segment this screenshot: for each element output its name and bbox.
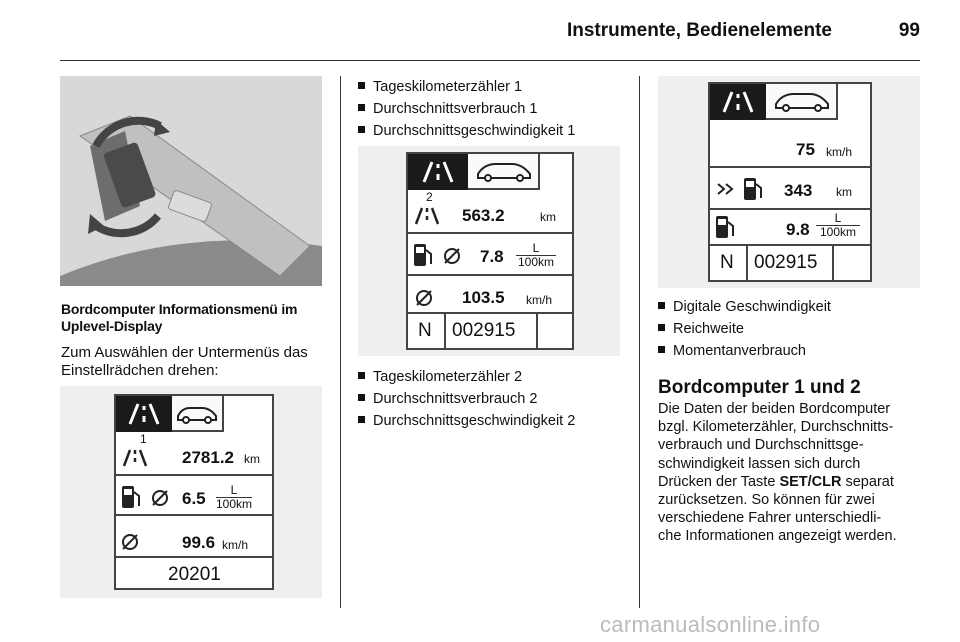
car-icon xyxy=(172,396,222,430)
display-digital xyxy=(658,76,920,288)
body-line: verschiedene Fahrer unterschiedli- xyxy=(658,510,882,527)
list-item-label: Durchschnittsverbrauch 1 xyxy=(373,101,538,117)
row-divider xyxy=(116,556,272,558)
list-item-label: Tageskilometerzähler 1 xyxy=(373,79,523,95)
list-item-label: Momentanverbrauch xyxy=(673,343,806,359)
body-line: verbrauch und Durchschnittsge- xyxy=(658,437,864,454)
section-body xyxy=(658,400,928,546)
road-icon xyxy=(116,396,172,432)
list-item-label: Durchschnittsgeschwindigkeit 1 xyxy=(373,123,576,139)
display-frame xyxy=(114,394,274,590)
odometer-unit: km xyxy=(540,210,556,224)
stalk-photo xyxy=(60,76,322,286)
road-tab xyxy=(116,396,172,432)
body-line xyxy=(658,473,928,491)
list-item xyxy=(658,318,831,340)
menu-caption: Bordcomputer Informationsmenü im Uplevel-Display xyxy=(61,301,298,334)
row-divider xyxy=(408,274,572,276)
column-divider-right xyxy=(639,76,640,608)
unit-numerator: L xyxy=(532,241,540,255)
list-item xyxy=(658,340,831,362)
speed-value: 99.6 xyxy=(182,533,216,552)
trip-index: 2 xyxy=(426,190,433,204)
speed-value: 75 xyxy=(796,140,815,159)
row-divider xyxy=(408,312,572,314)
row-divider xyxy=(116,514,272,516)
speed-value: 103.5 xyxy=(462,288,505,307)
list-item-label: Durchschnittsverbrauch 2 xyxy=(373,391,538,407)
road-tab xyxy=(408,154,468,190)
display-frame xyxy=(406,152,574,350)
list-item xyxy=(358,120,575,142)
body-text: separat xyxy=(841,473,894,490)
list-item xyxy=(658,296,831,318)
row-divider xyxy=(710,244,870,246)
odometer-value: 2781.2 xyxy=(182,448,234,467)
range-unit: km xyxy=(836,185,852,199)
list-item-label: Tageskilometerzähler 2 xyxy=(373,369,523,385)
intro-paragraph: Zum Auswählen der Untermenüs das Einstellrädchen drehen: xyxy=(61,344,308,379)
total-odometer: 20201 xyxy=(168,564,221,585)
column-divider-left xyxy=(340,76,341,608)
list-item xyxy=(358,366,575,388)
car-icon xyxy=(468,154,538,188)
display-frame xyxy=(708,82,872,282)
car-icon xyxy=(766,84,836,118)
fuel-pump-icon xyxy=(412,242,434,268)
list-item-label: Durchschnittsgeschwindigkeit 2 xyxy=(373,413,576,429)
bullet-icon xyxy=(358,416,365,423)
car-tab xyxy=(468,154,540,190)
row-divider xyxy=(710,208,870,210)
display-trip2 xyxy=(358,146,620,356)
consumption-unit xyxy=(216,484,252,511)
unit-numerator: L xyxy=(834,211,842,225)
page-title: Instrumente, Bedienelemente xyxy=(566,20,832,41)
unit-denominator: 100km xyxy=(517,255,555,269)
bullet-icon xyxy=(358,82,365,89)
cell-divider xyxy=(832,244,834,282)
bullet-icon xyxy=(658,346,665,353)
body-line: zurücksetzen. So können für zwei xyxy=(658,492,875,509)
unit-denominator: 100km xyxy=(816,225,860,239)
cell-divider xyxy=(746,244,748,282)
consumption-value: 7.8 xyxy=(480,247,504,266)
total-odometer: 002915 xyxy=(754,252,818,273)
bullet-icon xyxy=(358,126,365,133)
road-icon xyxy=(408,154,468,190)
bullet-icon xyxy=(358,104,365,111)
road-icon xyxy=(710,84,766,120)
unit-numerator: L xyxy=(230,483,238,497)
cell-divider xyxy=(536,312,538,348)
fuel-pump-icon xyxy=(120,484,142,510)
bullet-icon xyxy=(658,302,665,309)
list-item xyxy=(358,388,575,410)
bullet-list-trip2 xyxy=(358,366,575,432)
total-odometer: 002915 xyxy=(452,320,516,341)
bullet-icon xyxy=(358,372,365,379)
fuel-pump-icon xyxy=(714,214,736,240)
body-line: bzgl. Kilometerzähler, Durchschnitts- xyxy=(658,419,894,436)
page-number: 99 xyxy=(898,20,920,41)
average-icon xyxy=(442,246,462,266)
consumption-value: 9.8 xyxy=(786,220,810,239)
bullet-list-digital xyxy=(658,296,831,362)
cell-divider xyxy=(444,312,446,348)
key-label: SET/CLR xyxy=(779,473,842,490)
gear-indicator: N xyxy=(418,320,432,341)
row-divider xyxy=(408,232,572,234)
body-line: che Informationen angezeigt werden. xyxy=(658,528,897,545)
page-header xyxy=(60,0,920,58)
consumption-unit xyxy=(816,212,860,239)
list-item xyxy=(358,410,575,432)
range-value: 343 xyxy=(784,181,813,200)
bullet-icon xyxy=(658,324,665,331)
gear-indicator: N xyxy=(720,252,734,273)
odometer-value: 563.2 xyxy=(462,206,505,225)
list-item xyxy=(358,76,575,98)
speed-unit: km/h xyxy=(222,538,249,552)
bullet-list-trip1 xyxy=(358,76,575,142)
average-icon xyxy=(414,288,434,308)
fuel-pump-icon xyxy=(742,176,764,202)
section-heading: Bordcomputer 1 und 2 xyxy=(658,377,861,398)
watermark: carmanualsonline.info xyxy=(600,612,821,637)
body-text: Drücken der Taste xyxy=(658,473,780,490)
body-line: Die Daten der beiden Bordcomputer xyxy=(658,401,891,417)
odometer-unit: km xyxy=(244,452,260,466)
road-tab xyxy=(710,84,766,120)
consumption-value: 6.5 xyxy=(182,489,206,508)
display-trip1 xyxy=(60,386,322,598)
average-icon xyxy=(120,532,140,552)
road-icon xyxy=(412,204,442,226)
road-icon xyxy=(120,446,150,468)
speed-unit: km/h xyxy=(826,145,853,159)
list-item xyxy=(358,98,575,120)
unit-denominator: 100km xyxy=(216,497,253,511)
bullet-icon xyxy=(358,394,365,401)
consumption-unit xyxy=(516,242,556,269)
header-divider xyxy=(60,60,920,61)
car-tab xyxy=(172,396,224,432)
list-item-label: Reichweite xyxy=(673,321,744,337)
range-chevron-icon xyxy=(714,180,740,198)
row-divider xyxy=(710,166,870,168)
speed-unit: km/h xyxy=(526,293,553,307)
steering-column-stalk-illustration xyxy=(60,76,322,286)
trip-index: 1 xyxy=(140,432,147,446)
car-tab xyxy=(766,84,838,120)
list-item-label: Digitale Geschwindigkeit xyxy=(673,299,831,315)
average-icon xyxy=(150,488,170,508)
body-line: schwindigkeit lassen sich durch xyxy=(658,455,861,472)
row-divider xyxy=(116,474,272,476)
